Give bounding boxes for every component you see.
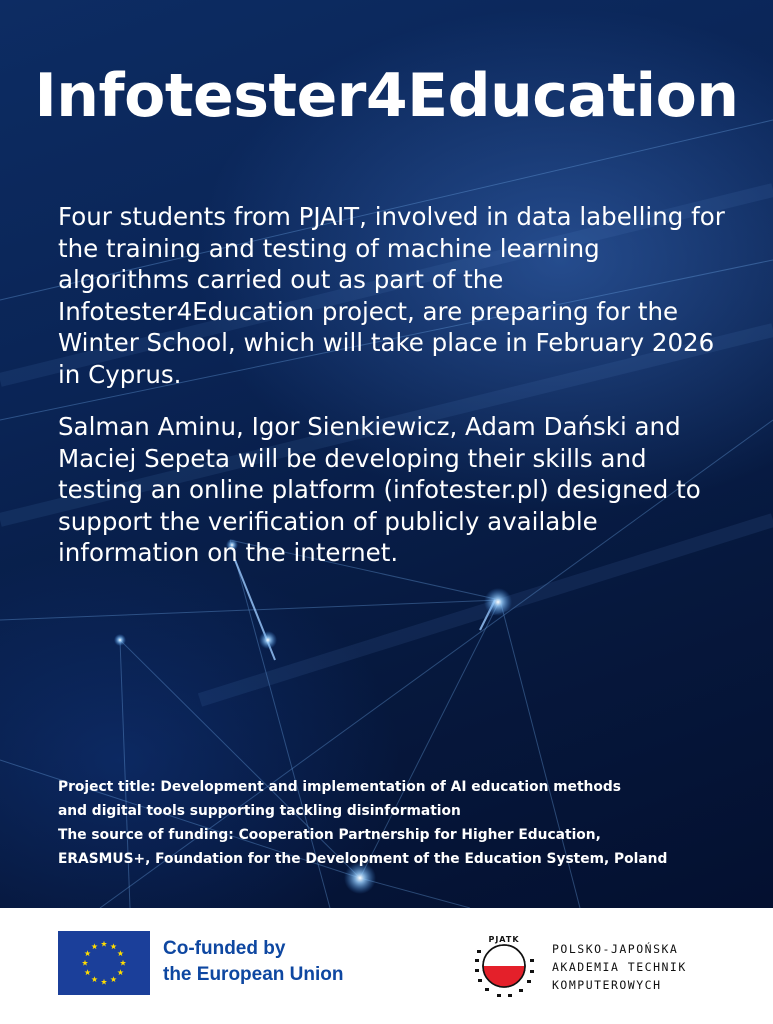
pjatk-name-line: AKADEMIA TECHNIK [552,960,687,974]
logo-footer [0,908,773,1024]
eu-star [101,941,107,947]
poster-title: Infotester4Education [34,61,739,131]
eu-flag-icon [58,931,150,995]
eu-star [82,960,88,966]
eu-star [117,950,123,956]
eu-star [110,976,116,982]
eu-star [117,969,123,975]
eu-star [120,960,126,966]
eu-star [91,976,97,982]
svg-text:PJATK: PJATK [488,935,520,944]
eu-star [91,943,97,949]
eu-star [85,969,91,975]
project-info-line: The source of funding: Cooperation Partnership for Higher Education, [58,827,601,843]
project-info-line: and digital tools supporting tackling disinformation [58,803,461,819]
pjatk-name-line: POLSKO-JAPOŃSKA [552,942,679,956]
project-info [58,775,748,871]
eu-star [101,979,107,985]
project-info-line: Project title: Development and implementation of AI education methods [58,779,621,795]
eu-cofunded-label [163,936,344,988]
students-paragraph: Salman Aminu, Igor Sienkiewicz, Adam Dański and Maciej Sepeta will be developing their skills and testing an online platform (infotester.pl) designed to support the verification of publicly available information on the internet. [58,412,701,567]
pjatk-emblem-icon [470,932,538,1000]
eu-cofunded-line: Co-funded by [163,938,286,959]
eu-star [85,950,91,956]
intro-paragraph: Four students from PJAIT, involved in data labelling for the training and testing of machine learning algorithms carried out as part of the Infotester4Education project, are preparing for the Winter School, which will take place in February 2026 in Cyprus. [58,202,725,389]
eu-star [110,943,116,949]
eu-union-line: the European Union [163,964,344,985]
pjatk-name [552,940,687,994]
pjatk-name-line: KOMPUTEROWYCH [552,978,662,992]
project-info-line: ERASMUS+, Foundation for the Development of the Education System, Poland [58,851,668,867]
